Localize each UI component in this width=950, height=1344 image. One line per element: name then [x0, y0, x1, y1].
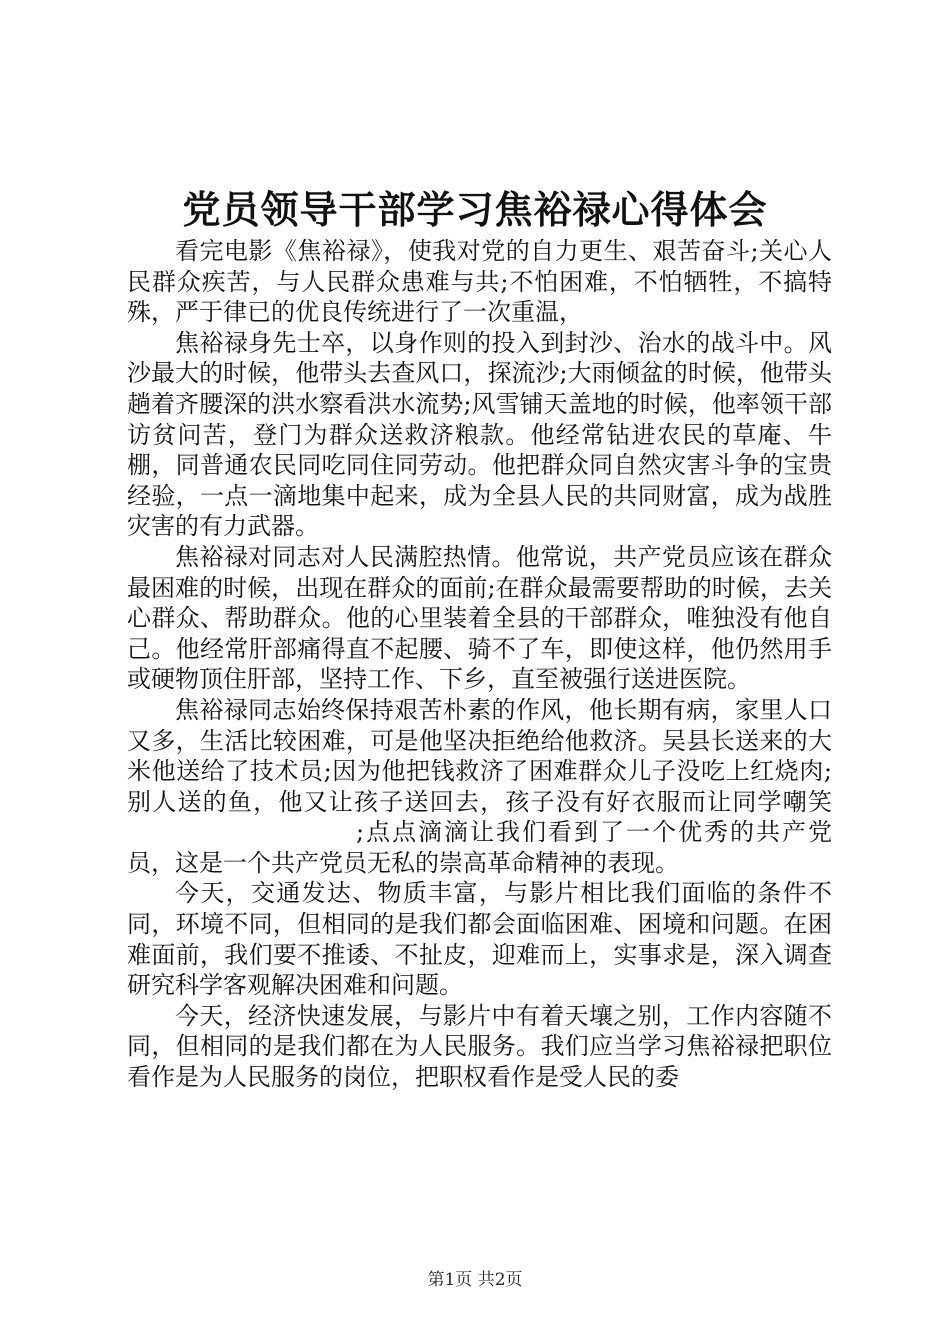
- paragraph-2: 焦裕禄身先士卒，以身作则的投入到封沙、治水的战斗中。风沙最大的时候，他带头去查风口，探流沙;大雨倾盆的时候，他带头趟着齐腰深的洪水察看洪水流势;风雪铺天盖地的时候，他率领干部访贫问苦，登门为群众送救济粮款。他经常钻进农民的草庵、牛棚，同普通农民同吃同住同劳动。他把群众同自然灾害斗争的宝贵经验，一点一滴地集中起来，成为全县人民的共同财富，成为战胜灾害的有力武器。: [127, 328, 832, 541]
- paragraph-6: 今天，经济快速发展，与影片中有着天壤之别，工作内容随不同，但相同的是我们都在为人民服务。我们应当学习焦裕禄把职位看作是为人民服务的岗位，把职权看作是受人民的委: [127, 1001, 832, 1092]
- document-title: 党员领导干部学习焦裕禄心得体会: [182, 187, 768, 232]
- paragraph-1: 看完电影《焦裕禄》，使我对党的自力更生、艰苦奋斗;关心人民群众疾苦，与人民群众患难与共;不怕困难，不怕牺牲，不搞特殊，严于律已的优良传统进行了一次重温，: [127, 237, 832, 327]
- paragraph-4-part-1: 焦裕禄同志始终保持艰苦朴素的作风，他长期有病，家里人口又多，生活比较困难，可是他坚决拒绝给他救济。吴县长送来的大米他送给了技术员;因为他把钱救济了困难群众儿子没吃上红烧肉;别人送的鱼，他又让孩子送回去，孩子没有好衣服而让同学嘲笑: [127, 695, 832, 816]
- page-footer: 第1页 共2页: [427, 1270, 523, 1290]
- paragraph-4-part-2: ;点点滴滴让我们看到了一个优秀的共产党员，这是一个共产党员无私的崇高革命精神的表现。: [127, 818, 832, 877]
- document-body: [127, 236, 832, 1093]
- paragraph-3: 焦裕禄对同志对人民满腔热情。他常说，共产党员应该在群众最困难的时候，出现在群众的面前;在群众最需要帮助的时候，去关心群众、帮助群众。他的心里装着全县的干部群众，唯独没有他自己。他经常肝部痛得直不起腰、骑不了车，即使这样，他仍然用手或硬物顶住肝部，坚持工作、下乡，直至被强行送进医院。: [127, 542, 832, 694]
- paragraph-5: 今天，交通发达、物质丰富，与影片相比我们面临的条件不同，环境不同，但相同的是我们都会面临困难、困境和问题。在困难面前，我们要不推诿、不扯皮，迎难而上，实事求是，深入调查研究科学客观解决困难和问题。: [127, 879, 832, 1000]
- paragraph-4: [127, 695, 832, 879]
